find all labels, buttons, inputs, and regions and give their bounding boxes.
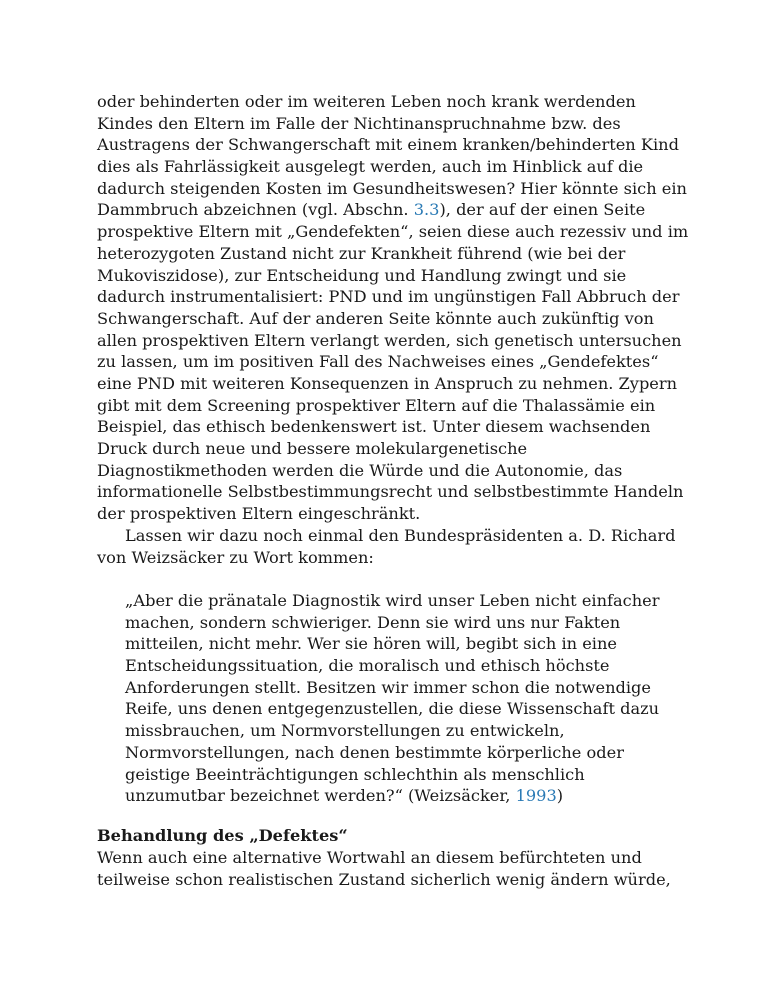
text-line: Druck durch neue und bessere molekulargenetische xyxy=(97,439,528,458)
text-line: Kindes den Eltern im Falle der Nichtinanspruchnahme bzw. des xyxy=(97,113,621,133)
text-line: Schwangerschaft. Auf der anderen Seite könnte auch zukünftig von xyxy=(97,308,654,328)
blockquote xyxy=(125,590,725,807)
text-line xyxy=(97,199,697,221)
text-line: von Weizsäcker zu Wort kommen: xyxy=(97,547,374,567)
reference-link[interactable]: 1993 xyxy=(515,786,557,806)
text-line: Anforderungen stellt. Besitzen wir immer schon die notwendige xyxy=(125,677,651,697)
text-line: oder behinderten oder im weiteren Leben noch krank werdenden xyxy=(97,92,636,111)
text-segment: unzumutbar bezeichnet werden?“ (Weizsäcker, xyxy=(125,786,516,806)
text-line: Beispiel, das ethisch bedenkenswert ist. Unter diesem wachsenden xyxy=(97,417,651,437)
section-heading-block xyxy=(97,825,697,847)
text-line: heterozygoten Zustand nicht zur Krankheit führend (wie bei der xyxy=(97,243,626,263)
text-line: missbrauchen, um Normvorstellungen zu entwickeln, xyxy=(125,721,565,741)
text-line xyxy=(125,785,725,807)
text-line: prospektive Eltern mit „Gendefekten“, seien diese auch rezessiv und im xyxy=(97,222,689,242)
text-line: mitteilen, nicht mehr. Wer sie hören will, begibt sich in eine xyxy=(125,634,617,654)
section-heading: Behandlung des „Defektes“ xyxy=(97,826,348,845)
reference-link[interactable]: 3.3 xyxy=(413,200,440,220)
paragraph-3 xyxy=(97,847,697,890)
text-line: „Aber die pränatale Diagnostik wird unser Leben nicht einfacher xyxy=(125,591,660,610)
text-line: dadurch instrumentalisiert: PND und im ungünstigen Fall Abbruch der xyxy=(97,287,680,307)
text-line: Reife, uns denen entgegenzustellen, die diese Wissenschaft dazu xyxy=(125,699,660,719)
text-line: informationelle Selbstbestimmungsrecht und selbstbestimmte Handeln xyxy=(97,482,684,502)
text-line: Diagnostikmethoden werden die Würde und die Autonomie, das xyxy=(97,460,623,480)
text-line: dies als Fahrlässigkeit ausgelegt werden, auch im Hinblick auf die xyxy=(97,157,644,177)
text-line: machen, sondern schwieriger. Denn sie wird uns nur Fakten xyxy=(125,612,621,632)
text-segment: ), der auf der einen Seite xyxy=(439,200,646,220)
text-line: der prospektiven Eltern eingeschränkt. xyxy=(97,504,421,524)
paragraph-1 xyxy=(97,91,697,525)
text-segment: Dammbruch abzeichnen (vgl. Abschn. xyxy=(97,200,414,220)
text-line: eine PND mit weiteren Konsequenzen in Anspruch zu nehmen. Zypern xyxy=(97,373,678,393)
text-line: teilweise schon realistischen Zustand sicherlich wenig ändern würde, xyxy=(97,869,671,889)
text-segment: ) xyxy=(556,786,564,806)
text-line: Austragens der Schwangerschaft mit einem kranken/behinderten Kind xyxy=(97,135,679,155)
text-line: geistige Beeinträchtigungen schlechthin als menschlich xyxy=(125,764,585,784)
text-line: Normvorstellungen, nach denen bestimmte körperliche oder xyxy=(125,742,624,762)
text-line: Lassen wir dazu noch einmal den Bundespräsidenten a. D. Richard xyxy=(125,526,676,545)
text-line: Entscheidungssituation, die moralisch und ethisch höchste xyxy=(125,656,610,676)
text-line: Mukoviszidose), zur Entscheidung und Handlung zwingt und sie xyxy=(97,265,627,285)
text-line: dadurch steigenden Kosten im Gesundheitswesen? Hier könnte sich ein xyxy=(97,178,687,198)
text-line: Wenn auch eine alternative Wortwahl an diesem befürchteten und xyxy=(97,848,642,867)
paragraph-2 xyxy=(97,525,697,568)
text-line: gibt mit dem Screening prospektiver Eltern auf die Thalassämie ein xyxy=(97,395,656,415)
text-line: allen prospektiven Eltern verlangt werden, sich genetisch untersuchen xyxy=(97,330,682,350)
text-line: zu lassen, um im positiven Fall des Nachweises eines „Gendefektes“ xyxy=(97,352,659,372)
